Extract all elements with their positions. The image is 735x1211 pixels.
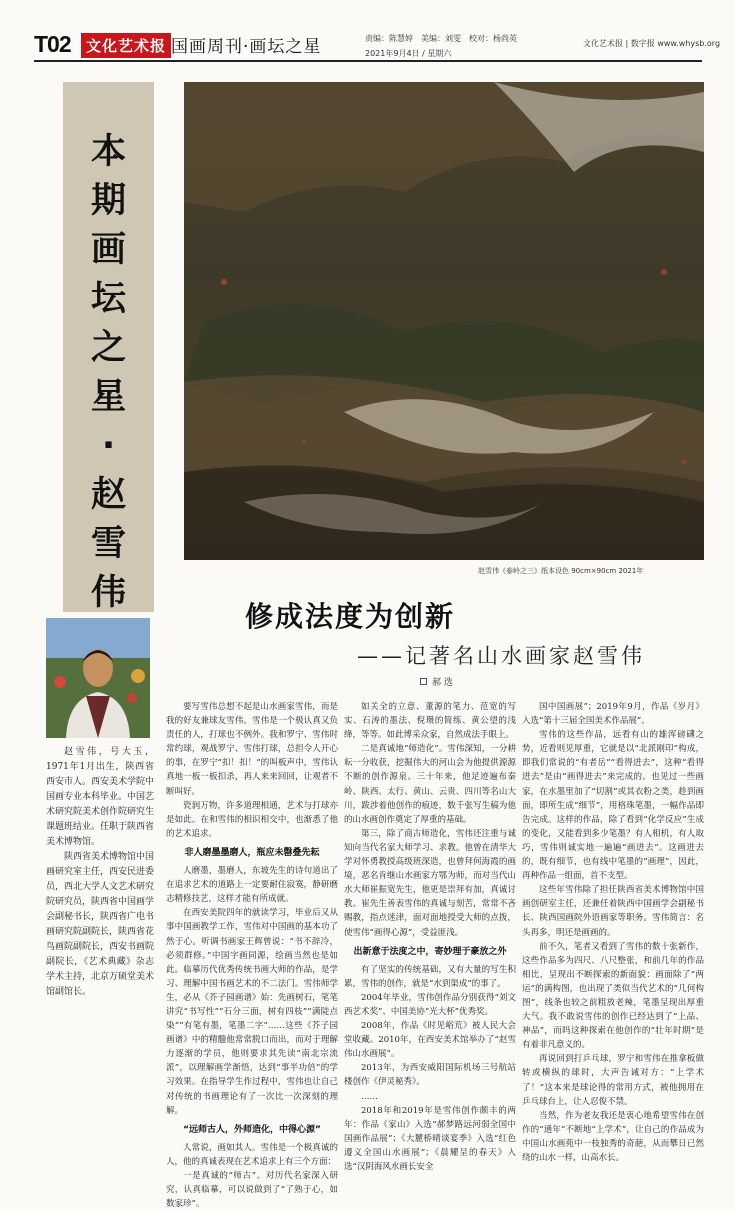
artist-portrait bbox=[46, 618, 150, 738]
article-paragraph: 二是真诚地“师造化”。雪伟深知，一分耕耘一分收获，挖掘伟大的河山会为他提供源源不断的创作源泉。三十年来，他足迹遍布秦岭、陕西、太行、黄山、云贵、四川等名山大川，跋涉着他创作的痕迹，数千张写生稿为他的山水画创作奠定了厚重的基础。 bbox=[344, 744, 516, 825]
article-subheading: 出新意于法度之中，寄妙理于豪放之外 bbox=[353, 946, 507, 957]
vertical-title-char: 坛 bbox=[90, 279, 126, 319]
vertical-title-char: 雪 bbox=[90, 524, 126, 564]
article-paragraph: 第三，除了商古师造化，雪伟还注重与诚知向当代名家大师学习、求教。他曾在清华大学对怀勇教授高级班深造，也曾拜何海霞的画境，恶名肯继山水画家方鄂为师，而对当代山水大师崔振宽先生，他更是崇拜有加，真诚讨教。崔先生善表雪伟的真诚与刻苦，常常不吝赐教，指点迷津，面对面地授受大师的点拨，使雪伟“画得心源”，受益匪浅。 bbox=[344, 828, 516, 938]
header-rule bbox=[34, 60, 702, 62]
article-paragraph: 这些年雪伟除了担任陕西省美术博物馆中国画创研室主任，还兼任着陕西中国画学会副秘书长、陕西国画院外语画家等职务。雪伟简言：名头再多，明还是画画的。 bbox=[522, 885, 704, 938]
article-paragraph: 2018年和2019年是雪伟创作颇丰的两年：作品《家山》入选“郝梦路远河弱全国中国画作品展”；《大麓桥晴谈宴季》入选“红色遵义全国山水画展”；《晨耀呈的春天》入选“汉阴海风水画长安全 bbox=[344, 1105, 516, 1172]
article-paragraph: 2008年，作品《时见峪荒》被人民大会堂收藏。2010年，在西安美术馆举办了“赵雪伟山水画展”。 bbox=[344, 1021, 516, 1060]
vertical-title-char: 星 bbox=[90, 377, 126, 417]
article-subheading: 非人磨墨墨磨人，瓶应未罄叠先耘 bbox=[184, 847, 320, 858]
section-title: 国画周刊·画坛之星 bbox=[171, 37, 322, 57]
featured-painting bbox=[184, 82, 704, 560]
vertical-title-char: 本 bbox=[90, 132, 126, 172]
article-paragraph: 瓷润万物，许多道理相通，艺术与打球亦是如此。在和雪伟的相识相交中，也渐悉了他的艺术追求。 bbox=[166, 800, 338, 839]
artist-bio bbox=[46, 745, 154, 1000]
feature-sidebar bbox=[63, 82, 154, 612]
website-credit: 文化艺术报 | 数字报 www.whysb.org bbox=[583, 39, 721, 48]
article-subheading: “远师古人，外师造化，中得心源” bbox=[183, 1124, 321, 1135]
article-paragraph: 要写雪伟总想不起是山水画家雪伟，而是我的好友兼球友雪伟。雪伟是一个极认真又负责任的人，打球也不例外。我和罗宁、雪伟时常约球，观战罗宁、雪伟打球，总担令人开心的事，在罗宁“扣！扣！”的叫板声中，雪伟认真地一板一板扣杀，再人来来回回，让观者不断叫好。 bbox=[166, 702, 338, 797]
article-paragraph: 前不久，笔者又看到了雪伟的数十张新作，这些作品多为四尺、八尺整张，和前几年的作品相比，呈现出不断探索的新面貌：画面除了“两运”的满构图，也出现了类似当代艺术的“几何构图”，线条也较之前粗放老辣，笔墨呈现出厚重大气。我不敢说雪伟的创作已经达到了“上品、神品”，而吗这种探索在他创作的“壮年时期”是有着非凡意义的。 bbox=[522, 941, 704, 1051]
article-byline bbox=[420, 675, 453, 688]
article-paragraph: …… bbox=[361, 1091, 378, 1102]
article-paragraph: 当然，作为老友我还是衷心地希望雪伟在创作的“通年”不断地“上学术”，让自己的作品成为中国山水画苑中一枝独秀的奇葩，从而攀日已然绕的山水一样，山高水长。 bbox=[522, 1110, 704, 1163]
bio-paragraph: 陕西省美术博物馆中国画研究室主任，西安民进委员，西北大学人文艺术研究院研究员，陕西省中国画学会副秘书长，陕西省广电书画研究院副院长，陕西省花鸟画院副院长，西安书画院副院长，《艺术典藏》杂志学术主持，北京万硕堂美术馆副馆长。 bbox=[46, 852, 155, 997]
vertical-title-char: 之 bbox=[90, 328, 126, 368]
article-paragraph: 雪伟的这些作品，远看有山的雄浑磅礴之势，近看则见厚重，它就是以“北派刚印”构成，即我们常说的“有者岳”“看得进去”，这种“看得进去”是由“画得进去”来完成的。也见过一些画家，在水墨里加了“切割”或其衣粉之类，趁到画面，即所生成“细节”，用格珠笔墨，一幅作品即告完成。这样的作品，除了看到“化学反应”生成的变化，又能看到多少笔墨？有人相机，有人取巧，雪伟则诚实地一遍遍“画进去”。这画进去的，既有细节，也有线中笔墨的“画理”，因此，再种作品一组面，首不支型。 bbox=[522, 730, 704, 882]
article-paragraph: 再说回到打乒乓球，罗宁和雪伟在推拿板做转或横纵的球时，大声告诫对方：“上学术了！”这本来是球论得的常用方式，被他拥用在乒乓球台上，让人忍俊不禁。 bbox=[522, 1054, 704, 1107]
article-paragraph: 有了坚实的传统基础，又有大量的写生积累，雪伟的创作，就是“水到渠成”的事了。 bbox=[344, 964, 516, 989]
page-header bbox=[0, 0, 735, 62]
vertical-title-char: · bbox=[101, 426, 116, 466]
bio-paragraph: 赵雪伟，号大玉，1971年1月出生，陕西省西安市人。西安美术学院中国画专业本科毕业。中国艺术研究院美术创作院研究生课题班结业。任职于陕西省美术博物馆。 bbox=[46, 747, 155, 847]
vertical-title-char: 赵 bbox=[90, 475, 126, 515]
article-column-3 bbox=[522, 700, 704, 1163]
article-column-1 bbox=[166, 700, 338, 1210]
vertical-feature-title bbox=[63, 128, 154, 618]
article-column-2 bbox=[344, 700, 516, 1172]
masthead-logo: 文化艺术报 bbox=[81, 33, 171, 58]
article-paragraph: 国中国画展”；2019年9月，作品《岁月》入选“第十三届全国美术作品展”。 bbox=[522, 702, 704, 727]
article-paragraph: 在西安美院四年的就读学习，毕业后又从事中国画教学工作，雪伟对中国画的基本功了然于心。听调书画家王辉曾说：“书不辞冷，必须群修。”中国字画同源，绘画当然也是如此。临摹历代优秀传统书画大师的作品，是学习、理解中国书画艺术的不二法门。雪伟师学生，必从《芥子园画谱》始：先画树石，笔笔讲究“书写性”“石分三面，树有四枝”“满陡点染”“有笔有墨，笔墨二字”……这些《芥子园画谱》中的精髓他常常脱口而出，而对于理解力逐渐的学员，他则要求其先读“南北宗流派”，以理解画学渐悟，达到“事半功倍”的学习效果。在指导学生作过程中，雪伟也让自己对传统的书画理论有了一次比一次深刻的理解。 bbox=[166, 908, 338, 1116]
article-paragraph: 一是真诚的“师古”。对历代名家深入研究，认真临摹，可以说做到了“了熟于心，如数家珍”。 bbox=[166, 1171, 338, 1210]
article-subhead: ——记著名山水画家赵雪伟 bbox=[357, 644, 645, 668]
author-name: 郝 选 bbox=[432, 678, 453, 688]
editor-credits: 责编：陈慧婷 美编：刘雯 校对：杨尚英 bbox=[365, 34, 517, 43]
painting-caption: 赵雪伟《泰岭之三》纸本设色 90cm×90cm 2021年 bbox=[478, 567, 644, 575]
vertical-title-char: 期 bbox=[90, 181, 126, 221]
page-number: T02 bbox=[34, 31, 71, 57]
article-paragraph: 2013年，为西安威阳国际机场三号航站楼创作《伊灵秘秀》。 bbox=[344, 1063, 516, 1088]
article-paragraph: 人磨墨，墨磨人，东坡先生的诗句道出了在追求艺术的道路上一定要耐住寂寞，静研磨志精修技艺，这样才能有所成就。 bbox=[166, 866, 338, 905]
article-paragraph: 如关全的立意、董源的笔力、范宽的写实、石涛的墨法、倪瓒的简练、黄公望的浅绛，等等。如此博采众家，自然成法手眼上。 bbox=[344, 702, 516, 741]
issue-date: 2021年9月4日 / 星期六 bbox=[365, 49, 452, 58]
vertical-title-char: 画 bbox=[90, 230, 126, 270]
article-headline: 修成法度为创新 bbox=[245, 600, 456, 633]
article-paragraph: 2004年毕业，雪伟创作品分别获得“刘文西艺术奖”、中国美协“光大杯”优秀奖。 bbox=[344, 992, 516, 1017]
vertical-title-char: 伟 bbox=[90, 573, 126, 613]
byline-square-icon bbox=[420, 678, 427, 685]
article-paragraph: 人常说，画如其人。雪伟是一个极真诚的人，他的真诚表现在艺术追求上有三个方面： bbox=[166, 1142, 338, 1167]
